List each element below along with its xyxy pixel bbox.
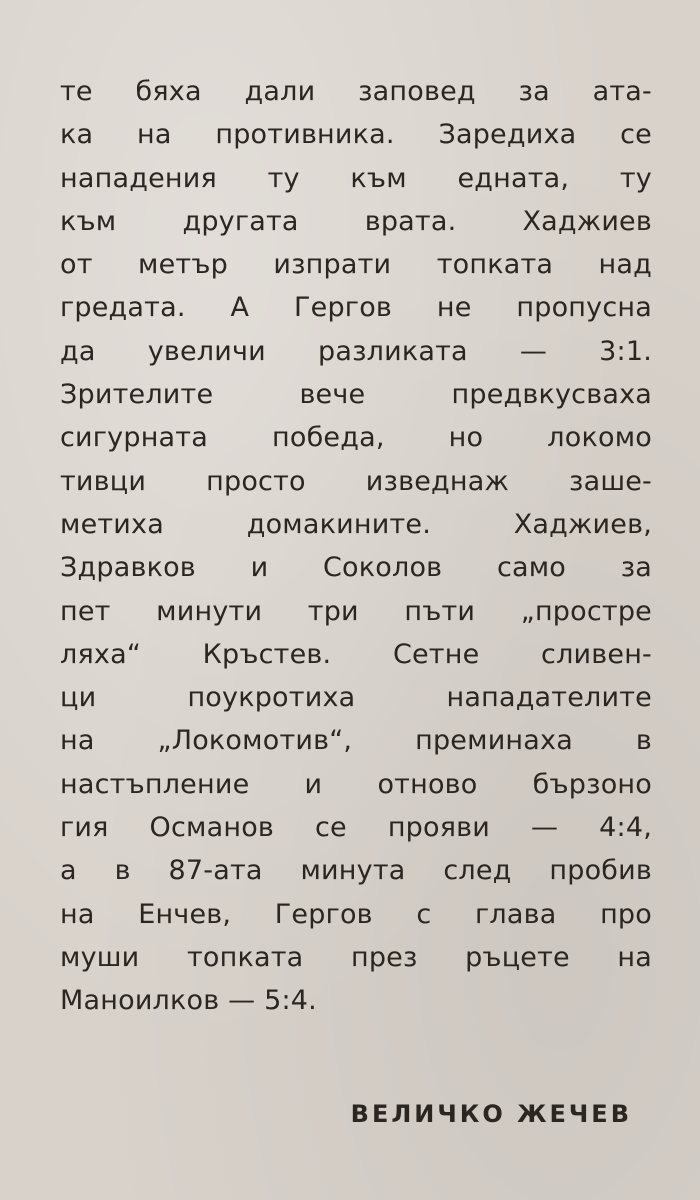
article-line: Зрителите вече предвкусваха [60, 379, 652, 411]
article-line: на „Локомотив“, преминаха в [60, 725, 652, 757]
author-byline: ВЕЛИЧКО ЖЕЧЕВ [350, 1100, 632, 1128]
article-line: нападения ту към едната, ту [60, 162, 652, 194]
article-line: муши топката през ръцете на [60, 941, 652, 973]
article-line: те бяха дали заповед за ата- [60, 76, 652, 107]
article-line: да увеличи разликата — 3:1. [60, 335, 652, 367]
article-line: ка на противника. Зaредиха се [60, 119, 652, 151]
article-line: а в 87-ата минута след пробив [60, 855, 652, 887]
article-line: тивци просто изведнаж зашe- [60, 465, 652, 497]
article-line: Маноилков — 5:4. [60, 985, 317, 1017]
article-line: на Енчев, Гергов с глава про [60, 898, 652, 930]
article-line: настъпление и отново бързоно [60, 768, 652, 800]
article-line: гредата. А Гергов не пропусна [60, 292, 652, 324]
article-line: ци поукротиха нападателите [60, 682, 652, 714]
article-line: метиха домакините. Хаджиев, [60, 508, 652, 540]
article-line: ляха“ Кръстев. Сетне сливен- [60, 638, 652, 670]
article-line: пет минути три пъти „простре [60, 595, 652, 627]
article-line: Здравков и Соколов само за [60, 552, 652, 584]
article-line: гия Османов се прояви — 4:4, [60, 812, 652, 844]
article-line: от метър изпрати топката над [60, 249, 652, 281]
article-body [60, 70, 652, 1023]
article-line: към другата врата. Хаджиев [60, 205, 652, 237]
article-line: сигурната победа, но локомо [60, 422, 652, 454]
